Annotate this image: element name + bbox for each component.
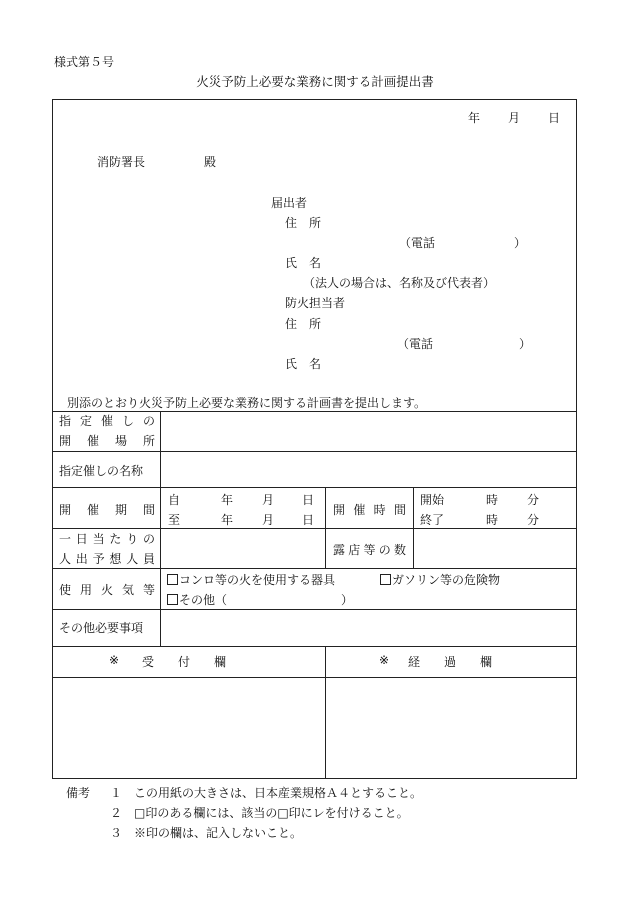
- form-number: 様式第５号: [54, 55, 115, 69]
- fire-use-label: 使 用 火 気 等: [59, 583, 155, 597]
- addressee-honorific: 殿: [204, 155, 217, 169]
- officer-phone-close: ）: [519, 337, 532, 351]
- event-name-label: 指定催しの名称: [59, 464, 144, 478]
- time-end: 終了: [420, 513, 445, 527]
- period-to: 至: [168, 513, 181, 527]
- option-gasoline-label: ガソリン等の危険物: [392, 573, 501, 587]
- receipt-mark: ※: [109, 653, 120, 667]
- note-3-num: ３: [110, 826, 123, 840]
- option-other-close: ）: [341, 593, 354, 607]
- period-to-month: 月: [262, 513, 275, 527]
- progress-mark: ※: [379, 653, 390, 667]
- option-stove-label: コンロ等の火を使用する器具: [179, 573, 336, 587]
- date-day: 日: [548, 111, 561, 125]
- checkbox-stove[interactable]: [167, 574, 178, 585]
- progress-header: 経 過 欄: [408, 655, 493, 669]
- period-to-day: 日: [302, 513, 315, 527]
- note-3-text: ※印の欄は、記入しないこと。: [134, 826, 303, 840]
- form-title: 火災予防上必要な業務に関する計画提出書: [196, 74, 434, 89]
- note-1-num: １: [110, 786, 123, 800]
- time-start-minute: 分: [527, 493, 540, 507]
- period-from-month: 月: [262, 493, 275, 507]
- officer-phone-open: （電話: [397, 337, 434, 351]
- checkbox-gasoline[interactable]: [380, 574, 391, 585]
- visitors-label-line2: 人 出 予 想 人 員: [59, 552, 155, 566]
- stalls-label: 露 店 等 の 数: [333, 543, 406, 557]
- option-other-label: その他（: [179, 593, 228, 607]
- submitter-phone-close: ）: [514, 236, 527, 250]
- option-other[interactable]: [167, 591, 227, 608]
- note-2-num: ２: [110, 806, 123, 820]
- other-matters-label: その他必要事項: [59, 621, 144, 635]
- period-label: 開 催 期 間: [59, 503, 155, 517]
- officer-address-label: 住 所: [285, 317, 322, 331]
- receipt-header: 受 付 欄: [142, 655, 227, 669]
- date-year: 年: [468, 111, 481, 125]
- fire-officer-heading: 防火担当者: [285, 296, 346, 310]
- officer-name-label: 氏 名: [285, 357, 322, 371]
- time-end-hour: 時: [486, 513, 499, 527]
- time-label: 開 催 時 間: [333, 503, 406, 517]
- form-frame: [52, 99, 577, 779]
- note-1-text: この用紙の大きさは、日本産業規格Ａ４とすること。: [134, 786, 423, 800]
- addressee-chief: 消防署長: [97, 155, 146, 169]
- notes-label: 備考: [66, 786, 91, 800]
- checkbox-other[interactable]: [167, 594, 178, 605]
- submitter-name-label: 氏 名: [285, 256, 322, 270]
- period-from: 自: [168, 493, 181, 507]
- venue-label-line1: 指 定 催 し の: [59, 414, 155, 428]
- period-from-day: 日: [302, 493, 315, 507]
- time-start-hour: 時: [486, 493, 499, 507]
- submitter-address-label: 住 所: [285, 216, 322, 230]
- corporate-note: （法人の場合は、名称及び代表者）: [303, 276, 496, 290]
- time-end-minute: 分: [527, 513, 540, 527]
- visitors-label-line1: 一 日 当 た り の: [59, 532, 155, 546]
- submitter-phone-open: （電話: [399, 236, 436, 250]
- venue-label-line2: 開 催 場 所: [59, 434, 155, 448]
- time-start: 開始: [420, 493, 445, 507]
- statement: 別添のとおり火災予防上必要な業務に関する計画書を提出します。: [67, 396, 427, 410]
- option-gasoline[interactable]: [380, 571, 500, 588]
- date-month: 月: [508, 111, 521, 125]
- note-2-text: □印のある欄には、該当の□印にレを付けること。: [134, 806, 409, 820]
- period-to-year: 年: [221, 513, 234, 527]
- period-from-year: 年: [221, 493, 234, 507]
- submitter-heading: 届出者: [271, 196, 308, 210]
- option-stove[interactable]: [167, 571, 335, 588]
